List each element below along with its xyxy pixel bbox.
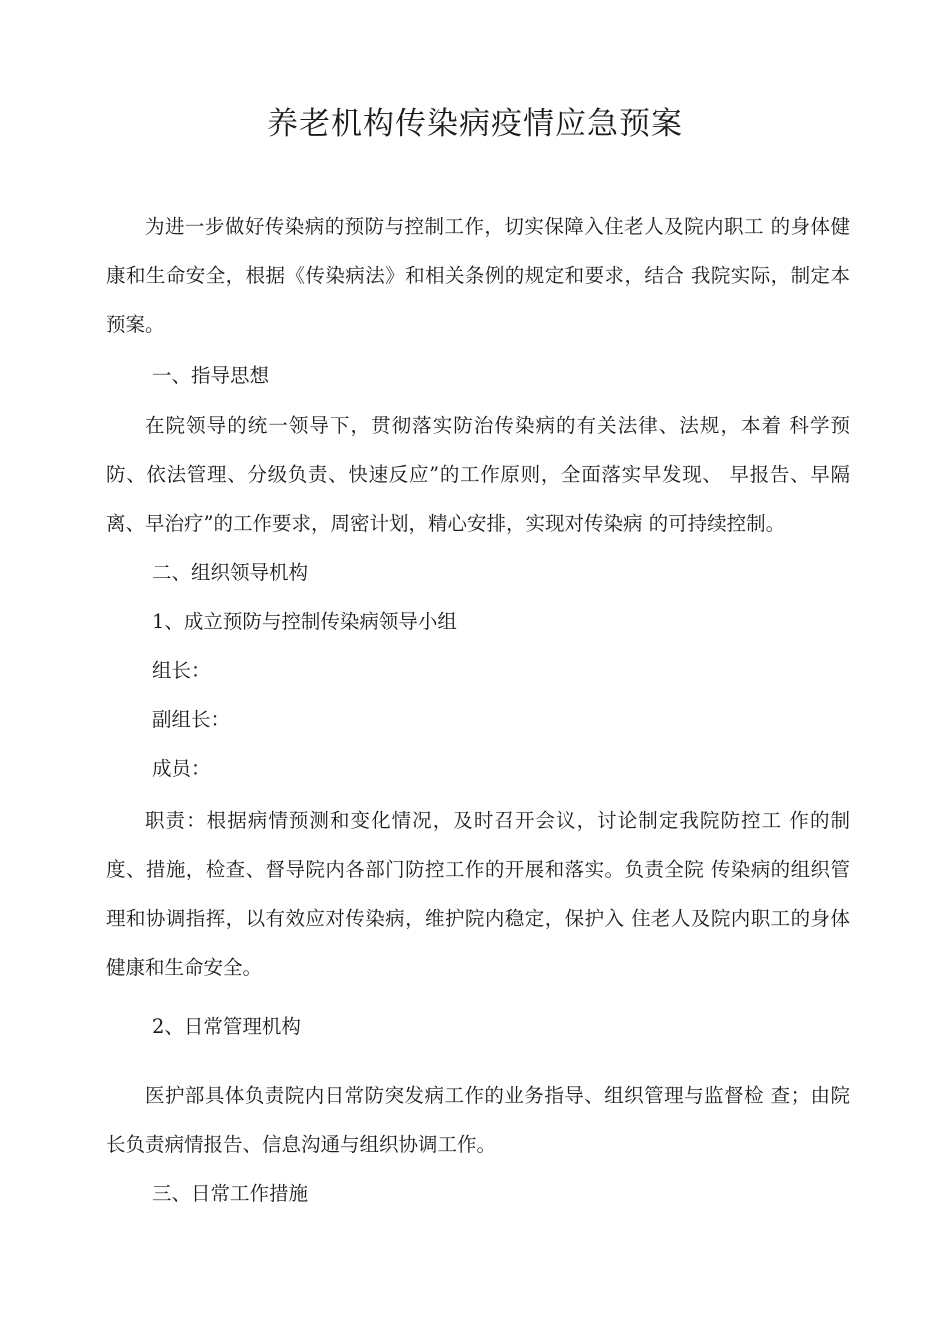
guiding-ideology-paragraph: 在院领导的统一领导下，贯彻落实防治传染病的有关法律、法规，本着 科学预防、依法管理、分级负责、快速反应”的工作原则，全面落实早发现、 早报告、早隔离、早治疗”的工作要求，周密计划，精心安排，实现对传染病 的可持续控制。 (106, 414, 850, 535)
section-heading-guiding-ideology: 一、指导思想 (152, 364, 270, 387)
section-heading-organization: 二、组织领导机构 (152, 561, 309, 584)
document-title: 养老机构传染病疫情应急预案 (267, 106, 683, 142)
duties-paragraph: 职责：根据病情预测和变化情况，及时召开会议，讨论制定我院防控工 作的制度、措施，检查、督导院内各部门防控工作的开展和落实。负责全院 传染病的组织管理和协调指挥，以有效应对传染病，维护院内稳定，保护入 住老人及院内职工的身体健康和生命安全。 (106, 809, 850, 979)
subheading-leading-group: 1、成立预防与控制传染病领导小组 (152, 610, 457, 633)
members-label: 成员： (152, 757, 211, 780)
subheading-daily-management: 2、日常管理机构 (152, 1015, 301, 1038)
section-heading-daily-measures: 三、日常工作措施 (152, 1182, 309, 1205)
daily-management-paragraph: 医护部具体负责院内日常防突发病工作的业务指导、组织管理与监督检 查；由院长负责病情报告、信息沟通与组织协调工作。 (106, 1084, 850, 1156)
deputy-leader-label: 副组长： (152, 708, 231, 731)
intro-paragraph: 为进一步做好传染病的预防与控制工作，切实保障入住老人及院内职工 的身体健康和生命安全，根据《传染病法》和相关条例的规定和要求，结合 我院实际，制定本预案。 (106, 215, 850, 336)
leader-label: 组长： (152, 659, 211, 682)
